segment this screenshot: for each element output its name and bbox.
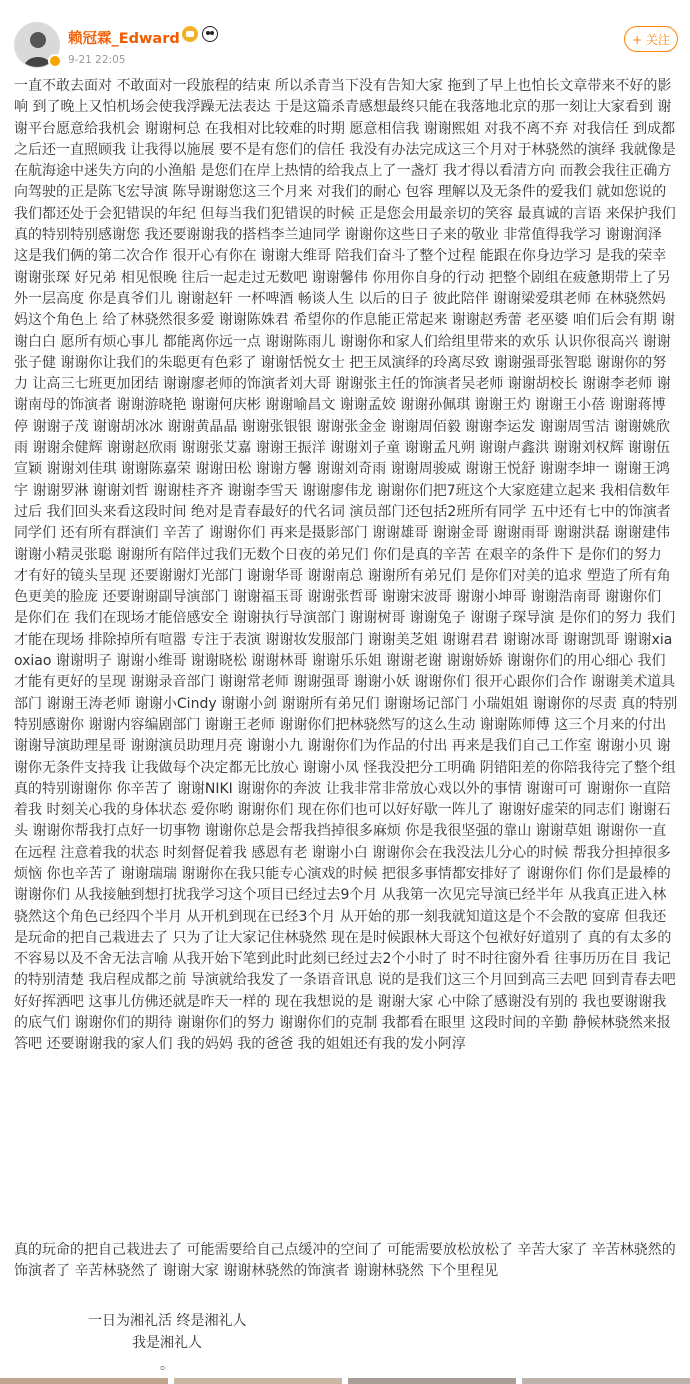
post-image[interactable] <box>0 1378 168 1384</box>
post-poem <box>14 1310 414 1376</box>
verified-badge-icon <box>48 54 62 68</box>
post-header <box>0 0 690 72</box>
poem-line-2: 我是湘礼人 <box>132 1335 202 1351</box>
post-time: 9-21 22:05 <box>68 54 126 66</box>
post-image[interactable] <box>174 1378 342 1384</box>
poem-line-1: 一日为湘礼活 终是湘礼人 <box>88 1313 247 1329</box>
username[interactable]: 赖冠霖_Edward <box>68 31 180 47</box>
post-body-text: 一直不敢去面对 不敢面对一段旅程的结束 所以杀青当下没有告知大家 拖到了早上也怕长文章带来不好的影响 到了晚上又怕机场会使我浮躁无法表达 于是这篇杀青感想最终只能在我落地北京的那一刻让大家看到 谢谢平台愿意给我机会 谢谢柯总 在我相对比较难的时期 愿意相信我 谢谢熙姐 对我不离不弃 对我信任 到成都之后还一直照顾我 让我得以施展 要不是有您们的信任 我没有办法完成这三个月对于林骁然的演绎 我就像是在航海途中迷失方向的小渔船 是您们在岸上热情的给我点上了一盏灯 我才得以看清方向 而教会我往正确方向驾驶的正是陈飞宏导演 陈导谢谢您这三个月来 对我们的耐心 包容 理解以及无条件的爱我们 就如您说的我们都还处于会犯错误的年纪 但每当我们犯错误的时候 正是您会用最亲切的笑容 最真诚的言语 来保护我们 真的特别特别感谢您 我还要谢谢我的搭档李兰迪同学 谢谢你这些日子来的敬业 非常值得我学习 谢谢润泽 这是我们俩的第二次合作 很开心有你在 谢谢大维哥 陪我们奋斗了整个过程 能跟在你身边学习 是我的荣幸 谢谢张琛 好兄弟 相见恨晚 往后一起走过无数吧 谢谢馨伟 你用你自身的行动 把整个剧组在疲惫期带上了另外一层高度 你是真爷们儿 谢谢赵轩 一杯啤酒 畅谈人生 以后的日子 彼此陪伴 谢谢梁爱琪老师 在林骁然妈妈这个角色上 给了林骁然很多爱 谢谢陈姝君 希望你的作息能正常起来 谢谢赵秀蕾 老巫婆 咱们后会有期 谢谢白白 愿所有烦心事儿 都能离你远一点 谢谢陈雨儿 谢谢你和家人们给组里带来的欢乐 认识你很高兴 谢谢张子健 谢谢你让我们的朱聪更有色彩了 谢谢恬悦女士 把王凤演绎的玲离尽致 谢谢强哥张智聪 谢谢你的努力 让高三七班更加团结 谢谢廖老师的饰演者刘大哥 谢谢张主任的饰演者吴老师 谢谢胡校长 谢谢李老师 谢谢南母的饰演者 谢谢游晓艳 谢谢何庆彬 谢谢喻昌文 谢谢孟姣 谢谢孙佩琪 谢谢王灼 谢谢王小蓓 谢谢蒋博停 谢谢子茂 谢谢胡冰冰 谢谢黄晶晶 谢谢张银银 谢谢张金金 谢谢周佰毅 谢谢李运发 谢谢周雪洁 谢谢姚欣雨 谢谢余健辉 谢谢赵欣雨 谢谢张艾嘉 谢谢王振洋 谢谢刘子童 谢谢孟凡朔 谢谢卢鑫洪 谢谢刘权辉 谢谢伍宣颖 谢谢刘佳琪 谢谢陈嘉荣 谢谢田松 谢谢方馨 谢谢刘奇雨 谢谢周骏威 谢谢王悦舒 谢谢李坤一 谢谢王鸿宇 谢谢罗淋 谢谢刘哲 谢谢桂齐齐 谢谢李雪天 谢谢廖伟龙 谢谢你们把7班这个大家庭建立起来 我相信数年过后 我们回头来看这段时间 绝对是青春最好的代名词 演员部门还包括2班所有同学 五中还有七中的饰演者同学们 还有所有群演们 辛苦了 谢谢你们 再来是摄影部门 谢谢雄哥 谢谢金哥 谢谢雨哥 谢谢洪磊 谢谢建伟 谢谢小精灵张聪 谢谢所有陪伴过我们无数个日夜的弟兄们 你们是真的辛苦 在艰辛的条件下 是你们的努力 才有好的镜头呈现 还要谢谢灯光部门 谢谢华哥 谢谢南总 谢谢所有弟兄们 是你们对美的追求 塑造了所有角色更美的脸庞 还要谢谢副导演部门 谢谢福玉哥 谢谢张哲哥 谢谢宋波哥 谢谢小坤哥 谢谢浩南哥 谢谢你们 是你们在 我们在现场才能倍感安全 谢谢执行导演部门 谢谢树哥 谢谢兔子 谢谢子琛导演 是你们的努力 我们才能在现场 排除掉所有喧嚣 专注于表演 谢谢妆发服部门 谢谢美芝姐 谢谢君君 谢谢冰哥 谢谢凯哥 谢谢xiaoxiao 谢谢明子 谢谢小维哥 谢谢晓松 谢谢林哥 谢谢乐乐姐 谢谢老谢 谢谢娇娇 谢谢你们的用心细心 我们才能有更好的呈现 谢谢录音部门 谢谢常老师 谢谢强哥 谢谢小妖 谢谢你们 很开心跟你们合作 谢谢美术道具部门 谢谢王涛老师 谢谢小Cindy 谢谢小剑 谢谢所有弟兄们 谢谢场记部门 小瑞姐姐 谢谢你的尽责 真的特别特别感谢你 谢谢内容编剧部门 谢谢王老师 谢谢你们把林骁然写的这么生动 谢谢陈师傅 这三个月来的付出 谢谢导演助理星哥 谢谢演员助理月亮 谢谢小九 谢谢你们为作品的付出 再来是我们自己工作室 谢谢小贝 谢谢你无条件支持我 让我做每个决定都无比放心 谢谢小凤 怪我没把分工明确 阴错阳差的你陪我待完了整个组 真的特别谢谢你 你辛苦了 谢谢NIKI 谢谢你的奔波 让我非常非常放心戏以外的事情 谢谢可可 谢谢你一直陪着我 时刻关心我的身体状态 爱你哟 谢谢你们 现在你们也可以好好歇一阵儿了 谢谢好虚荣的同志们 谢谢石头 谢谢你帮我打点好一切事物 谢谢你总是会帮我挡掉很多麻烦 你是我很坚强的靠山 谢谢草姐 谢谢你一直在远程 注意着我的状态 时刻督促着我 感恩有老 谢谢小白 谢谢你会在我没法儿分心的时候 帮我分担掉很多烦恼 你也辛苦了 谢谢瑞瑞 谢谢你在我只能专心演戏的时候 把很多事情都安排好了 谢谢你们 你们是最棒的 谢谢你们 从我接触到想打扰我学习这个项目已经过去9个月 从我第一次见完导演已经半年 从我真正进入林骁然这个角色已经四个半月 从开机到现在已经3个月 从开始的那一刻我就知道这是个不会散的宴席 但我还是玩命的把自己栽进去了 只为了让大家记住林骁然 现在是时候跟林大哥这个包袱好好道别了 真的有太多的不容易以及不舍无法言喻 从我开始下笔到此时此刻已经过去2个小时了 时不时往窗外看 往事历历在目 我记的特别清楚 我启程成都之前 导演就给我发了一条语音讯息 说的是我们这三个月回到高三去吧 回到青春去吧 好好挥洒吧 这事儿仿佛还就是昨天一样的 现在我想说的是 谢谢大家 心中除了感谢没有别的 我也要谢谢我的底气们 谢谢你们的期待 谢谢你们的努力 谢谢你们的克制 我都看在眼里 这段时间的辛勤 静候林骁然来报答吧 还要谢谢我的家人们 我的妈妈 我的爸爸 我的姐姐还有我的发小阿淳 <box>14 78 681 1053</box>
post-tail-text: 真的玩命的把自己栽进去了 可能需要给自己点缓冲的空间了 可能需要放松放松了 辛苦大家了 辛苦林骁然的饰演者了 辛苦林骁然了 谢谢大家 谢谢林骁然的饰演者 谢谢林骁然 下个里程见 <box>14 1242 676 1280</box>
name-icons <box>182 26 218 42</box>
panda-icon <box>202 26 218 42</box>
post-image[interactable] <box>348 1378 516 1384</box>
post-image[interactable] <box>522 1378 690 1384</box>
medal-icon <box>182 26 198 42</box>
follow-button[interactable]: + 关注 <box>624 26 678 52</box>
image-strip <box>0 1378 690 1384</box>
poem-line-3: 。 <box>160 1357 174 1373</box>
